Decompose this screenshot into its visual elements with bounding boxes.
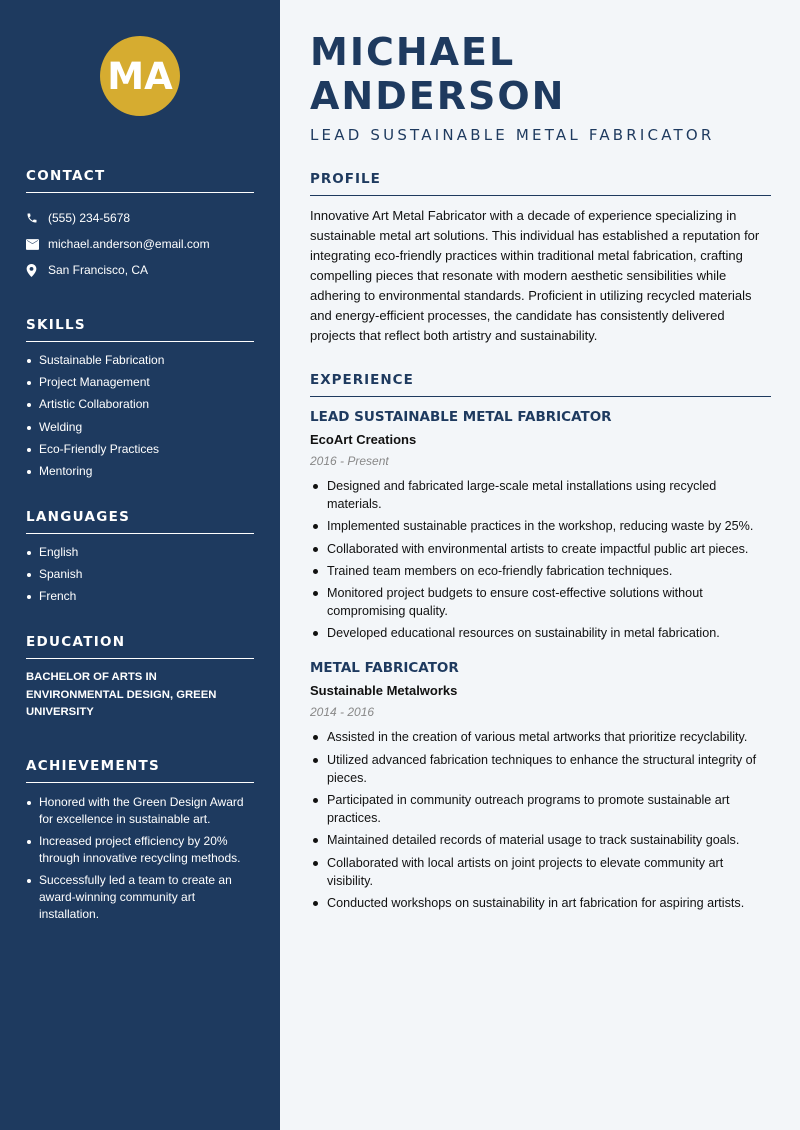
duty-item: Assisted in the creation of various metal artworks that prioritize recyclability. xyxy=(310,728,771,746)
profile-text: Innovative Art Metal Fabricator with a decade of experience specializing in sustainable metal art solutions. This individual has established a reputation for integrating eco-friendly practices within traditional metal fabrication, crafting compelling pieces that resonate with modern aesthetic sensibilities while adhering to environmental standards. Proficient in utilizing recycled materials and energy-efficient processes, the candidate has consistently delivered projects that reflect both artistry and sustainability. xyxy=(310,208,760,343)
skills-list xyxy=(26,353,254,479)
job-dates: 2014 - 2016 xyxy=(310,705,375,720)
profile-section xyxy=(310,171,771,346)
duty-item: Collaborated with local artists on joint projects to elevate community art visibility. xyxy=(310,854,771,890)
email-icon xyxy=(26,239,48,250)
avatar xyxy=(100,36,180,116)
duty-item: Implemented sustainable practices in the workshop, reducing waste by 25%. xyxy=(310,517,771,535)
sidebar xyxy=(0,0,280,1130)
duty-item: Monitored project budgets to ensure cost-effective solutions without compromising quality. xyxy=(310,584,771,620)
skills-title: SKILLS xyxy=(26,317,254,342)
candidate-role: LEAD SUSTAINABLE METAL FABRICATOR xyxy=(310,126,715,144)
phone-icon xyxy=(26,212,48,224)
job-title: METAL FABRICATOR xyxy=(310,660,459,677)
skill-item: Sustainable Fabrication xyxy=(26,353,254,368)
achievements-list xyxy=(26,794,254,923)
duty-item: Utilized advanced fabrication techniques to enhance the structural integrity of pieces. xyxy=(310,751,771,787)
contact-location xyxy=(26,257,254,283)
location-pin-icon xyxy=(26,264,48,277)
achievements-section xyxy=(26,758,254,923)
languages-list xyxy=(26,545,254,604)
skill-item: Mentoring xyxy=(26,464,254,479)
achievement-item: Successfully led a team to create an award-winning community art installation. xyxy=(26,872,254,923)
skill-item: Project Management xyxy=(26,375,254,390)
language-item: French xyxy=(26,589,254,604)
duty-item: Developed educational resources on sustainability in metal fabrication. xyxy=(310,624,771,642)
contact-title: CONTACT xyxy=(26,168,254,193)
duty-item: Collaborated with environmental artists to create impactful public art pieces. xyxy=(310,540,771,558)
job-dates: 2016 - Present xyxy=(310,454,389,468)
job-entry xyxy=(310,660,771,911)
skill-item: Artistic Collaboration xyxy=(26,397,254,412)
duty-item: Designed and fabricated large-scale metal installations using recycled materials. xyxy=(310,477,771,513)
job-company: EcoArt Creations xyxy=(310,432,417,447)
job-title: LEAD SUSTAINABLE METAL FABRICATOR xyxy=(310,409,612,425)
languages-section xyxy=(26,509,254,604)
duty-item: Maintained detailed records of material usage to track sustainability goals. xyxy=(310,831,771,849)
education-degree: BACHELOR OF ARTS IN ENVIRONMENTAL DESIGN, GREEN UNIVERSITY xyxy=(26,671,217,719)
candidate-name: MICHAEL ANDERSON xyxy=(310,30,566,118)
contact-email-text: michael.anderson@email.com xyxy=(48,237,210,251)
skill-item: Eco-Friendly Practices xyxy=(26,442,254,457)
skill-item: Welding xyxy=(26,420,254,435)
education-title: EDUCATION xyxy=(26,634,254,659)
experience-section xyxy=(310,372,771,912)
contact-list xyxy=(26,205,254,283)
contact-section xyxy=(26,168,254,283)
avatar-initials: MA xyxy=(107,54,173,98)
job-entry xyxy=(310,409,771,642)
education-section xyxy=(26,634,254,722)
contact-location-text: San Francisco, CA xyxy=(48,263,149,277)
language-item: Spanish xyxy=(26,567,254,582)
experience-title: EXPERIENCE xyxy=(310,372,771,397)
duty-item: Trained team members on eco-friendly fabrication techniques. xyxy=(310,562,771,580)
contact-email xyxy=(26,231,254,257)
contact-phone xyxy=(26,205,254,231)
contact-phone-text: (555) 234-5678 xyxy=(48,211,131,225)
achievement-item: Honored with the Green Design Award for excellence in sustainable art. xyxy=(26,794,254,828)
duty-item: Conducted workshops on sustainability in art fabrication for aspiring artists. xyxy=(310,894,771,912)
skills-section xyxy=(26,317,254,479)
main-content xyxy=(280,0,800,1130)
duty-item: Participated in community outreach programs to promote sustainable art practices. xyxy=(310,791,771,827)
job-duties xyxy=(310,477,771,642)
job-duties xyxy=(310,728,771,911)
achievements-title: ACHIEVEMENTS xyxy=(26,758,254,783)
profile-title: PROFILE xyxy=(310,171,771,196)
achievement-item: Increased project efficiency by 20% through innovative recycling methods. xyxy=(26,833,254,867)
language-item: English xyxy=(26,545,254,560)
job-company: Sustainable Metalworks xyxy=(310,683,458,699)
languages-title: LANGUAGES xyxy=(26,509,254,534)
